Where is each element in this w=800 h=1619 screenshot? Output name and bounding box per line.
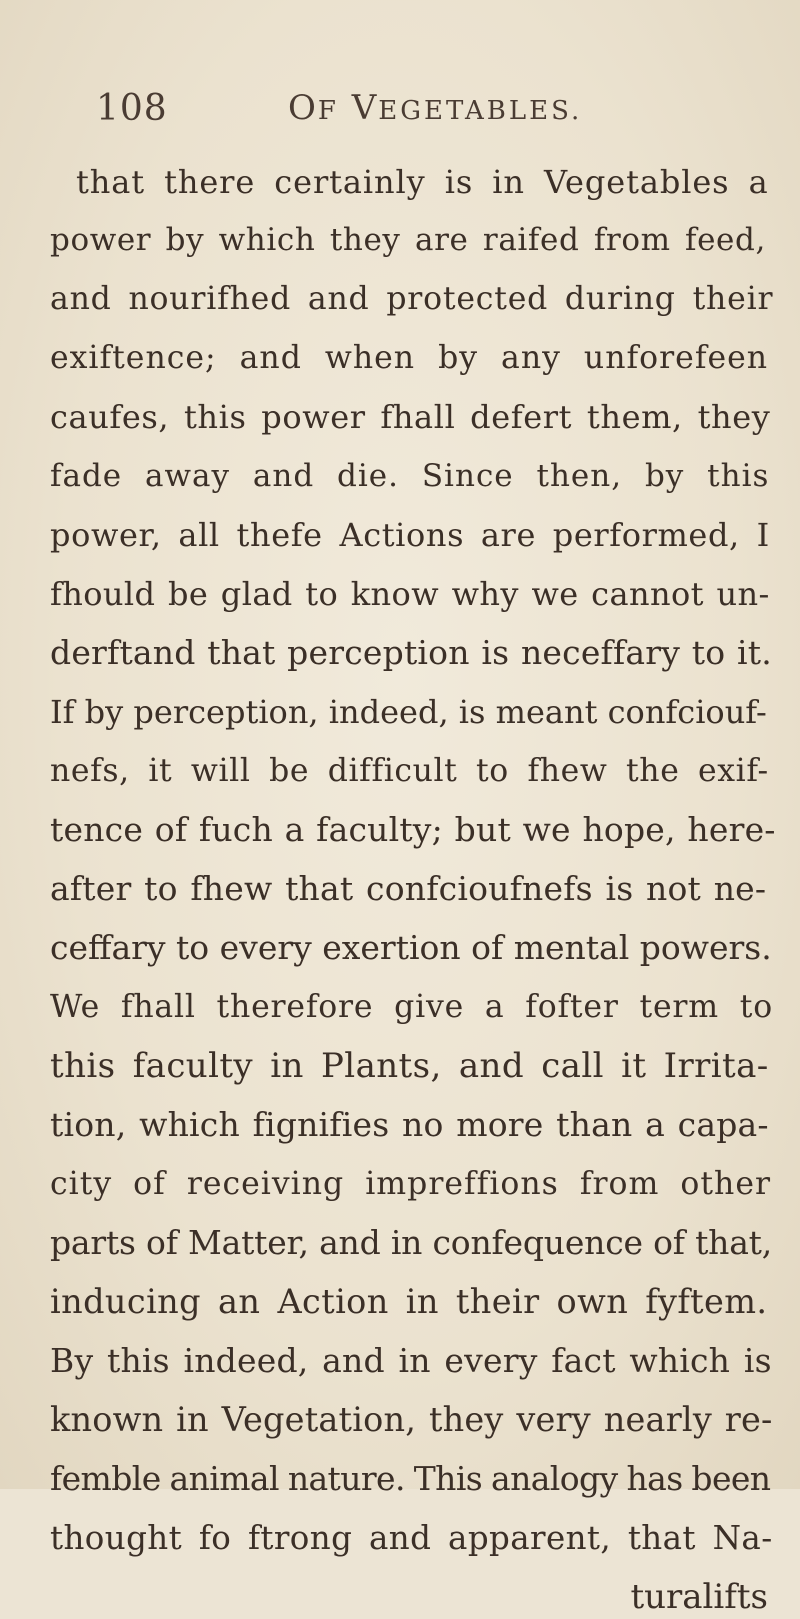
running-head-of-initial: O bbox=[288, 88, 318, 128]
running-head-vegetables-rest: EGETABLES. bbox=[378, 96, 583, 126]
text-line: tion, which fignifies no more than a capa- bbox=[50, 1105, 769, 1144]
text-line: tence of fuch a faculty; but we hope, here- bbox=[50, 810, 776, 849]
text-line: derftand that perception is neceffary to it. bbox=[50, 633, 772, 672]
page-header bbox=[0, 88, 800, 138]
text-line: femble animal nature. This analogy has been bbox=[50, 1459, 771, 1498]
text-line: We fhall therefore give a fofter term to bbox=[50, 989, 773, 1025]
text-line: ceffary to every exertion of mental powers. bbox=[50, 928, 772, 967]
text-line: that there certainly is in Vegetables a bbox=[76, 163, 769, 201]
text-line: nefs, it will be difficult to fhew the exif- bbox=[50, 753, 769, 789]
text-line: parts of Matter, and in confequence of that, bbox=[50, 1223, 773, 1262]
text-line: inducing an Action in their own fyftem. bbox=[50, 1282, 768, 1321]
text-line: power, all thefe Actions are performed, I bbox=[50, 516, 770, 554]
running-head-v-initial: V bbox=[351, 88, 379, 128]
text-line: this faculty in Plants, and call it Irrita- bbox=[50, 1046, 769, 1086]
catchword: turalifts bbox=[630, 1577, 768, 1617]
text-line: known in Vegetation, they very nearly re- bbox=[50, 1400, 773, 1439]
running-head-of-rest: F bbox=[317, 96, 339, 126]
text-line: city of receiving impreffions from other bbox=[50, 1166, 772, 1202]
text-line: exiftence; and when by any unforefeen bbox=[50, 340, 769, 376]
text-line: fade away and die. Since then, by this bbox=[50, 458, 770, 494]
text-line: and nourifhed and protected during their bbox=[50, 281, 774, 317]
text-line: after to fhew that confcioufnefs is not ne- bbox=[50, 869, 767, 908]
running-head bbox=[288, 88, 582, 128]
page-number: 108 bbox=[96, 88, 168, 129]
text-line: thought fo ftrong and apparent, that Na- bbox=[50, 1519, 773, 1557]
text-line: power by which they are raifed from feed, bbox=[50, 222, 766, 258]
text-line: fhould be glad to know why we cannot un- bbox=[50, 575, 770, 613]
text-line: caufes, this power fhall defert them, they bbox=[50, 398, 771, 436]
text-line: If by perception, indeed, is meant confciouf- bbox=[50, 693, 767, 731]
text-line: By this indeed, and in every fact which is bbox=[50, 1341, 772, 1380]
